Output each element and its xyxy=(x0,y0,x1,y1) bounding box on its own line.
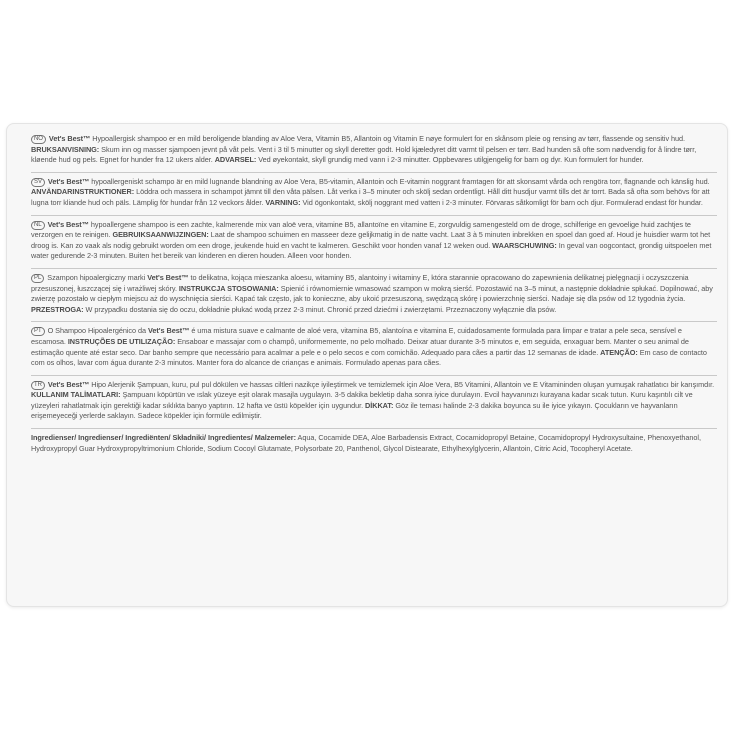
section-dutch: NL Vet's Best™ hypoallergene shampoo is een zachte, kalmerende mix van aloë vera, vitamine B5, allantoïne en vitamine E, zorgvuldig samengesteld om de droge, schilferige en gevoelige huid zachtjes te verzorgen en te reinigen. GEBRUIKSAANWIJZINGEN: Laat de shampoo schuimen en masseer deze gelijkmatig in de natte vacht. Laat 3 à 5 minuten inbrekken en spoel dan goed af. Houd je huisdier warm tot het droog is. Kan zo vaak als nodig gebruikt worden om een droge, jeukende huid en vacht te kalmeren. Geschikt voor honden vanaf 12 weken oud. WAARSCHUWING: In geval van oogcontact, grondig uitspoelen met water gedurende 2-3 minuten. Buiten het bereik van kinderen en dieren houden. Alleen voor honden. xyxy=(31,216,717,269)
language-badge-pl: PL xyxy=(31,274,44,283)
language-badge-no: NO xyxy=(31,135,46,144)
ingredients-heading: Ingredienser/ Ingredienser/ Ingrediënten/ Składniki/ Ingredientes/ Malzemeler: xyxy=(31,433,296,443)
section-norwegian: NO Vet's Best™ Hypoallergisk shampoo er en mild beroligende blanding av Aloe Vera, Vitamin B5, Allantoin og Vitamin E nøye formulert for en skånsom pleie og rensing av tørr, flassende og sensitiv hud. BRUKSANVISNING: Skum inn og masser sjampoen jevnt på våt pels. Vent i 3 til 5 minutter og skyll deretter godt. Hold kjæledyret ditt varmt til pelsen er tørr. Bad hunden så ofte som nødvendig for å lindre tørr, kløende hud og pels. Egnet for hunder fra 12 ukers alder. ADVARSEL: Ved øyekontakt, skyll grundig med vann i 2-3 minutter. Oppbevares utilgjengelig for barn og dyr. Kun formulert for hunder. xyxy=(31,130,717,173)
ingredients-list: Aqua, Cocamide DEA, Aloe Barbadensis Extract, Cocamidopropyl Betaine, Cocamidopropyl Hydroxysultaine, Phenoxyethanol, Hydroxypropyl Guar Hydroxypropyltrimonium Chloride, Sodium Cocoyl Glutamate, Polysorbate 20, Panthenol, Glycol Distearate, Ethylhexylglycerin, Allantoin, Citric Acid, Tocopheryl Acetate. xyxy=(31,433,701,453)
section-swedish: SV Vet's Best™ hypoallergeniskt schampo är en mild lugnande blandning av Aloe Vera, B5-vitamin, Allantoin och E-vitamin noggrant framtagen för att skonsamt vårda och rengöra torr, flagnande och känslig hud. ANVÄNDARINSTRUKTIONER: Löddra och massera in schampot jämnt till den våta pälsen. Låt verka i 3–5 minuter och skölj sedan ordentligt. Håll ditt husdjur varmt tills det är torrt. Bada så ofta som behövs för att lugna torr kliande hud och päls. Lämplig för hundar från 12 veckors ålder. VARNING: Vid ögonkontakt, skölj noggrant med vatten i 2-3 minuter. Förvaras såtkomligt för barn och djur. Formulerad endast för hundar. xyxy=(31,173,717,216)
language-badge-nl: NL xyxy=(31,221,45,230)
section-ingredients xyxy=(31,429,717,460)
language-badge-pt: PT xyxy=(31,327,45,336)
product-label-panel xyxy=(6,123,728,607)
language-badge-tr: TR xyxy=(31,381,45,390)
section-turkish: TR Vet's Best™ Hipo Alerjenik Şampuan, kuru, pul pul dökülen ve hassas ciltleri nazikçe iyileştirmek ve temizlemek için Aloe Vera, B5 Vitamini, Allantoin ve E Vitamininden oluşan yumuşak rahatlatıcı bir karışımdır. KULLANIM TALİMATLARI: Şampuanı köpürtün ve ıslak yüzeye eşit olarak masajla uygulayın. 3-5 dakika bekletip daha sonra iyice durulayın. Evcil hayvanınızı kurayana kadar sıcak tutun. Kuru kaşıntılı cilt ve yüzeyleri rahatlatmak için gerektiği kadar sıklıkta banyo yaptırın. 12 hafta ve üstü köpekler için uygundur. DİKKAT: Göz ile teması halinde 2-3 dakika boyunca su ile iyice yıkayın. Çocukların ve hayvanların erişemeyeceği yerlerde saklayın. Sadece köpekler için formüle edilmiştir. xyxy=(31,376,717,429)
section-polish: PL Szampon hipoalergiczny marki Vet's Best™ to delikatna, kojąca mieszanka aloesu, witaminy B5, alantoiny i witaminy E, która starannie opracowano do zapewnienia delikatnej pielęgnacji i oczyszczenia przesuszonej, łuszczącej się i wrażliwej skóry. INSTRUKCJA STOSOWANIA: Spienić i równomiernie wmasować szampon w mokrą sierść. Pozostawić na 3–5 minut, a następnie dokładnie spłukać. Dopilnować, aby zwierzę pozostało w ciepłym miejscu aż do wyschnięcia sierści. Kąpać tak często, jak to konieczne, aby ukoić przesuszoną, swędzącą skórę i powierzchnię sierści. Nadaje się dla psów od 12 tygodnia życia. PRZESTROGA: W przypadku dostania się do oczu, dokładnie płukać wodą przez 2-3 minut. Chronić przed dziećmi i zwierzętami. Przeznaczony wyłącznie dla psów. xyxy=(31,269,717,322)
section-portuguese: PT O Shampoo Hipoalergénico da Vet's Best™ é uma mistura suave e calmante de aloé vera, vitamina B5, alantoína e vitamina E, cuidadosamente formulada para limpar e tratar a pele seca, sensível e escamosa. INSTRUÇÕES DE UTILIZAÇÃO: Ensaboar e massajar com o champô, uniformemente, no pelo molhado. Deixar atuar durante 3-5 minutos e, em seguida, enxaguar bem. Manter o seu animal de estimação quente até estar seco. Dar banho sempre que necessário para acalmar a pele e o pelo secos e com comichão. Adequado para cães a partir das 12 semanas de idade. ATENÇÃO: Em caso de contacto com os olhos, lavar com água durante 2-3 minutos. Manter fora do alcance de crianças e animais. Formulado apenas para cães. xyxy=(31,322,717,375)
language-badge-sv: SV xyxy=(31,178,45,187)
